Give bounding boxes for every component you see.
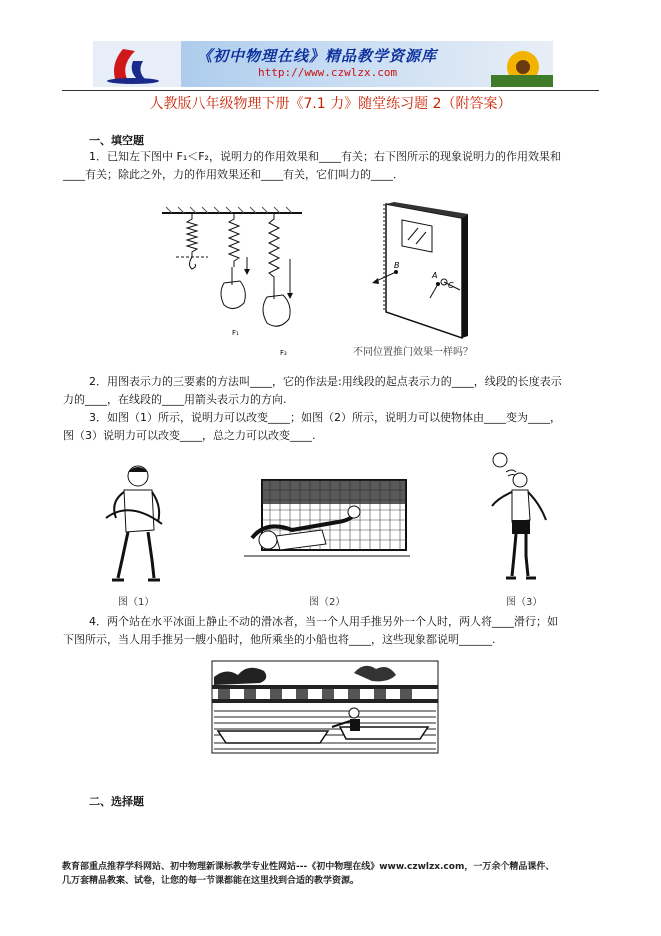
figure3-caption: 图（3） xyxy=(506,597,543,608)
document-title: 人教版八年级物理下册《7.1 力》随堂练习题 2（附答案） xyxy=(149,96,512,112)
q3-line2: 图（3）说明力可以改变____，总之力可以改变____. xyxy=(63,429,316,442)
figure2-caption: 图（2） xyxy=(309,597,346,608)
footer-line2: 几万套精品教案、试卷，让您的每一节课都能在这里找到合适的教学资源。 xyxy=(62,876,360,886)
door-figure xyxy=(356,200,476,340)
header-banner xyxy=(93,41,553,87)
figure1-illustration xyxy=(100,460,170,585)
f1-label: F₁ xyxy=(232,329,239,337)
q2-line2: 力的____，在线段的____用箭头表示力的方向. xyxy=(63,393,287,406)
figure2-illustration xyxy=(240,472,415,572)
door-caption: 不同位置推门效果一样吗？ xyxy=(353,347,473,358)
q2-line1: 2．用图表示力的三要素的方法叫____，它的作法是:用线段的起点表示力的____，线段的长度表示 xyxy=(89,375,562,388)
page-footer xyxy=(62,860,554,888)
door-point-b: B xyxy=(394,261,400,270)
banner-title: 《初中物理在线》精品教学资源库 xyxy=(197,47,438,65)
header-rule xyxy=(62,90,599,91)
q4-line1: 4．两个站在水平冰面上静止不动的滑冰者，当一个人用手推另外一个人时，两人将____滑行；如 xyxy=(89,615,558,628)
door-point-a: A xyxy=(432,271,438,280)
door-point-c: C xyxy=(448,281,454,290)
f2-label: F₂ xyxy=(280,349,287,357)
q1-line1: 1．已知左下图中 F₁＜F₂，说明力的作用效果和____有关；右下图所示的现象说明力的作用效果和 xyxy=(89,150,561,163)
q3-line1: 3．如图（1）所示，说明力可以改变____；如图（2）所示，说明力可以使物体由____变为____， xyxy=(89,411,561,424)
banner-url[interactable]: http://www.czwlzx.com xyxy=(258,66,398,79)
figure3-illustration xyxy=(482,450,552,585)
boats-figure xyxy=(204,655,444,760)
figure1-caption: 图（1） xyxy=(118,597,155,608)
q1-line2: ____有关；除此之外，力的作用效果还和____有关，它们叫力的____． xyxy=(63,168,404,181)
section2-heading: 二、选择题 xyxy=(89,795,144,808)
section1-heading: 一、填空题 xyxy=(89,134,144,147)
q4-line2: 下图所示，当人用手推另一艘小船时，他所乘坐的小船也将____，这些现象都说明______. xyxy=(63,633,496,646)
springs-figure xyxy=(162,205,312,360)
footer-line1: 教育部重点推荐学科网站、初中物理新课标教学专业性网站---《初中物理在线》www.czwlzx.com，一万余个精品课件、 xyxy=(62,862,555,872)
